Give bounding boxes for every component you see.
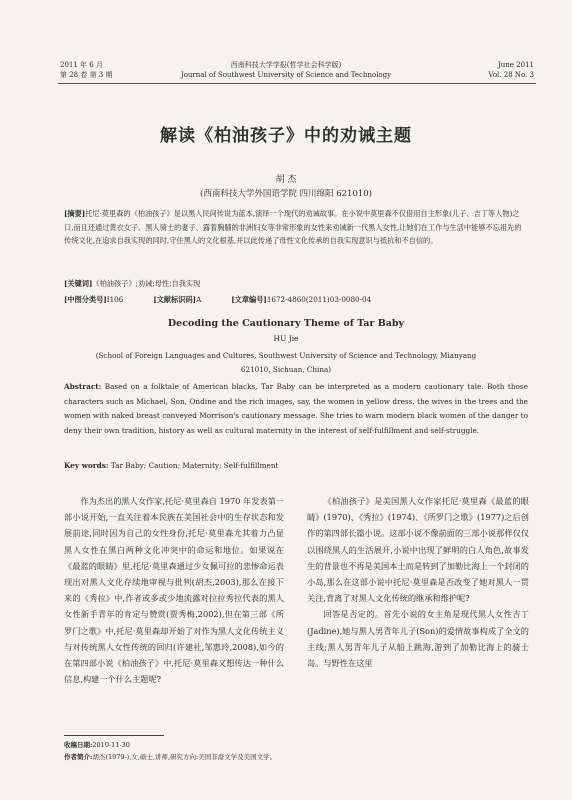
footnote-divider — [64, 735, 164, 736]
received-date: 收稿日期:2010-11-30 — [64, 741, 130, 749]
chinese-keywords — [64, 278, 524, 289]
journal-date-volume-en — [488, 60, 534, 80]
body-column-left — [64, 493, 284, 687]
paper-title: 解读《柏油孩子》中的劝诫主题 — [160, 126, 412, 146]
english-keywords — [64, 461, 528, 470]
issue-date: 2011 年 6 月 — [60, 61, 103, 69]
classification-row — [64, 294, 524, 305]
header-divider — [58, 83, 536, 84]
author-bio: 作者简介:胡杰(1979-),女,硕士,讲师,研究方向:美国非裔文学及美国文学。 — [64, 753, 277, 761]
english-abstract-text: Based on a folktale of American blacks, Tar Baby can be interpreted as a modern cautionary tale. Both those characters such as Michael, Son, Ondine and the rich images, say, the women in yellow dress, the wives in the trees and the women with naked breast conveyed Morrison's cautionary message. She tries to warn modern black women of the danger to deny their own tradition, history as well as cultural maternity in the interest of self-fulfillment and self-struggle. — [64, 382, 528, 435]
volume-number: 第 28 卷 第 3 期 — [60, 71, 113, 79]
body-paragraph: 作为杰出的黑人女作家,托尼·莫里森自 1970 年发表第一部小说开始,一直关注着本民族在美国社会中的生存状态和发展前途,同时因为自己的女性身份,托尼·莫里森尤其着力凸显黑人女性在黑白两种文化冲突中的命运和地位。如果说在《最蓝的眼睛》里,托尼·莫里森通过少女佩可拉的悲惨命运表现出对黑人文化存续地审视与批判(胡杰,2003),那么在接下来的《秀拉》中,作者或多或少地流露对拉拉秀拉代表的黑人女性新手青年的肯定与赞赏(贾秀梅,2002),但在第三部《所罗门之歌》中,托尼·莫里森却开始了对作为黑人文化传统主义与对传统黑人女性传统的回归(许建社,邹惠玲,2008),如今的在第四部小说《柏油孩子》中,托尼·莫里森又想传达一种什么信息,构建一个什么主题呢? — [64, 496, 284, 685]
volume-number-en: Vol. 28 No. 3 — [488, 71, 534, 79]
journal-name-cn: 西南科技大学学报(哲学社会科学版) — [230, 61, 342, 69]
abstract-text: 托尼·莫里森的《柏油孩子》是以黑人民间传说为蓝本,演绎一个现代的劝诫故事。在小说中莫里森不仅借用自主形象(儿子、吉丁等人物)之口,而且还通过黄衣女子、黑人骑士的妻子、露着胸脯的非洲妇女等非常形象的女性来劝诫新一代黑人女性,让她们在工作与生活中能够不忘祖先的传统文化,在追求自我实现的同时,守住黑人的文化根基,并以此传递了母性文化传承的自我实现意识与抵抗和不自信的。 — [64, 209, 522, 245]
clc-number: [中图分类号]I106 — [64, 295, 124, 304]
english-author: HU Jie — [273, 334, 299, 343]
english-keywords-label: Key words: — [64, 461, 109, 470]
english-abstract-label: Abstract: — [64, 382, 102, 391]
journal-name-en: Journal of Southwest University of Science and Technology — [180, 71, 392, 79]
english-title: Decoding the Cautionary Theme of Tar Baby — [167, 318, 405, 329]
keywords-label: [关键词] — [64, 279, 93, 288]
issue-date-en: June 2011 — [497, 61, 534, 69]
body-paragraph: 回答是否定的。首先小说的女主角是现代黑人女性吉丁(Jadine),她与黑人男青年儿子(Son)的爱情故事构成了全文的主线;黑人男青年儿子从船上跳海,游到了加勒比海上的骑士岛。与野性在这里 — [307, 609, 529, 669]
english-keywords-text: Tar Baby; Caution; Maternity; Self-fulfillment — [110, 461, 279, 470]
chinese-abstract — [64, 207, 524, 248]
author-affiliation: (西南科技大学外国语学院 四川绵阳 621010) — [200, 189, 372, 199]
journal-name — [170, 60, 402, 80]
journal-date-volume — [60, 60, 113, 80]
english-abstract — [64, 380, 528, 438]
author-name: 胡 杰 — [275, 175, 297, 185]
document-code: [文献标识码]A — [153, 295, 202, 304]
article-number: [文章编号]1672-4860(2011)03-0080-04 — [231, 295, 372, 304]
english-affiliation: (School of Foreign Languages and Cultures, Southwest University of Science and Technology, Mianyang 621010, Sichuan, China) — [95, 351, 477, 374]
abstract-label: [摘要] — [64, 209, 86, 218]
body-column-right — [307, 493, 529, 671]
keywords-text: 《柏油孩子》;劝诫;母性;自我实现 — [92, 279, 201, 288]
body-paragraph: 《柏油孩子》是美国黑人女作家托尼·莫里森《最蓝的眼睛》(1970)、《秀拉》(1974)、《所罗门之歌》(1977)之后创作的第四部长篇小说。这部小说不像前面的三部小说那样仅仅以围绕黑人的生活展开,小说中出现了鲜明的白人角色,故事发生的背景也不再是美国本土而是转到了加勒比海上一个封闭的小岛,那么在这部小说中托尼·莫里森是否改变了她对黑人一贯关注,背离了对黑人文化传统的继承和维护呢? — [307, 496, 529, 604]
